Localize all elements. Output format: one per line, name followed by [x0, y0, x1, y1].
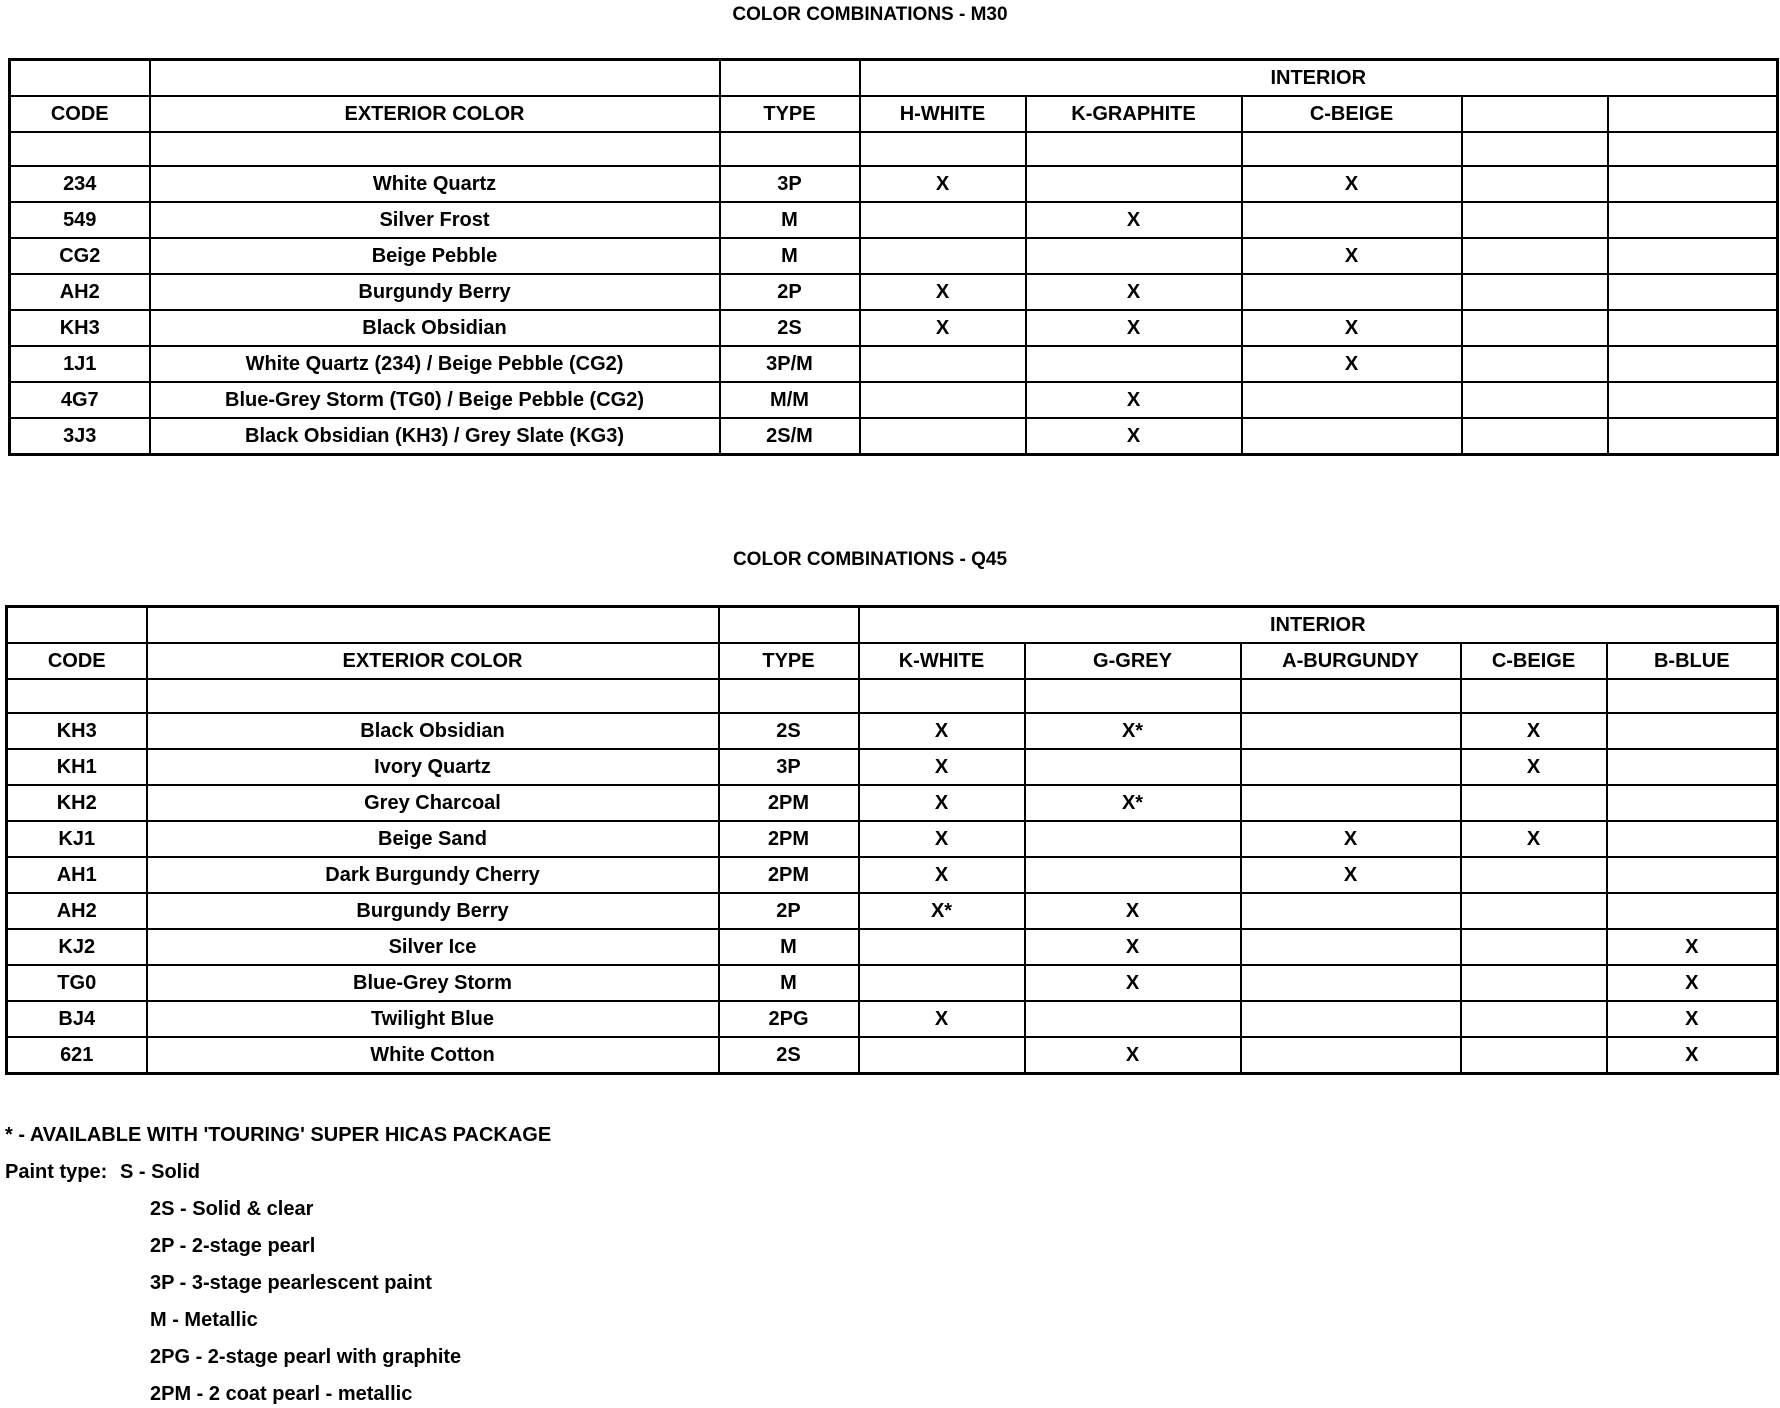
spacer-cell — [1241, 679, 1461, 713]
header-blank-cell — [147, 607, 719, 644]
code-header: CODE — [10, 96, 150, 132]
interior-availability-mark — [1462, 202, 1608, 238]
interior-availability-mark — [1461, 965, 1607, 1001]
interior-availability-mark: X — [859, 857, 1025, 893]
header-blank-cell — [7, 607, 147, 644]
interior-availability-mark: X* — [859, 893, 1025, 929]
table-row — [10, 346, 1778, 382]
table-row — [10, 310, 1778, 346]
table-row — [7, 965, 1778, 1001]
interior-availability-mark — [1462, 238, 1608, 274]
interior-availability-mark: X* — [1025, 713, 1241, 749]
interior-availability-mark: X — [1025, 893, 1241, 929]
interior-availability-mark — [1608, 202, 1778, 238]
interior-column-header — [1462, 96, 1608, 132]
interior-availability-mark — [1241, 1001, 1461, 1037]
table-row — [7, 821, 1778, 857]
interior-availability-mark — [1462, 310, 1608, 346]
paint-type-item: 2PG - 2-stage pearl with graphite — [150, 1346, 462, 1368]
interior-availability-mark: X — [859, 821, 1025, 857]
interior-availability-mark — [1608, 346, 1778, 382]
spacer-cell — [7, 679, 147, 713]
exterior-color-header: EXTERIOR COLOR — [147, 643, 719, 679]
spacer-cell — [1461, 679, 1607, 713]
interior-availability-mark — [1607, 857, 1778, 893]
paint-type: 2PM — [719, 785, 859, 821]
interior-availability-mark — [1462, 418, 1608, 455]
header-row-top — [10, 60, 1778, 97]
interior-availability-mark: X — [1241, 821, 1461, 857]
interior-availability-mark — [1607, 749, 1778, 785]
paint-type: 3P — [720, 166, 860, 202]
header-spacer-row — [10, 132, 1778, 166]
interior-availability-mark — [1241, 929, 1461, 965]
interior-availability-mark: X — [859, 713, 1025, 749]
interior-availability-mark: X — [1242, 346, 1462, 382]
paint-type: 2PG — [719, 1001, 859, 1037]
table-row — [7, 713, 1778, 749]
interior-availability-mark — [1461, 857, 1607, 893]
exterior-color: Silver Frost — [150, 202, 720, 238]
interior-header: INTERIOR — [859, 607, 1778, 644]
interior-availability-mark — [1608, 238, 1778, 274]
exterior-color: White Cotton — [147, 1037, 719, 1074]
interior-availability-mark: X — [1025, 965, 1241, 1001]
color-code: BJ4 — [7, 1001, 147, 1037]
paint-type: 2S/M — [720, 418, 860, 455]
interior-availability-mark: X — [860, 310, 1026, 346]
title-m30: COLOR COMBINATIONS - M30 — [732, 4, 1008, 25]
paint-type: 3P/M — [720, 346, 860, 382]
title-q45: COLOR COMBINATIONS - Q45 — [732, 549, 1008, 570]
interior-availability-mark — [1462, 166, 1608, 202]
color-code: 549 — [10, 202, 150, 238]
interior-availability-mark: X — [1025, 1037, 1241, 1074]
interior-availability-mark: X — [1242, 238, 1462, 274]
exterior-color: White Quartz — [150, 166, 720, 202]
paint-type: 2S — [720, 310, 860, 346]
interior-availability-mark — [1241, 1037, 1461, 1074]
table-row — [7, 749, 1778, 785]
exterior-color: Beige Sand — [147, 821, 719, 857]
table-row — [7, 893, 1778, 929]
interior-column-header: H-WHITE — [860, 96, 1026, 132]
code-header: CODE — [7, 643, 147, 679]
header-row-columns — [7, 643, 1778, 679]
interior-availability-mark — [1607, 893, 1778, 929]
interior-availability-mark: X — [1026, 274, 1242, 310]
exterior-color-header: EXTERIOR COLOR — [150, 96, 720, 132]
interior-availability-mark — [1242, 274, 1462, 310]
table-row — [10, 418, 1778, 455]
paint-type: 2S — [719, 713, 859, 749]
interior-availability-mark: X — [1026, 418, 1242, 455]
interior-availability-mark — [1242, 418, 1462, 455]
table-row — [7, 1001, 1778, 1037]
interior-column-header: C-BEIGE — [1242, 96, 1462, 132]
color-code: KH2 — [7, 785, 147, 821]
interior-availability-mark — [1242, 202, 1462, 238]
exterior-color: Silver Ice — [147, 929, 719, 965]
paint-type: M — [720, 238, 860, 274]
spacer-cell — [860, 132, 1026, 166]
color-code: KJ2 — [7, 929, 147, 965]
interior-availability-mark — [1462, 382, 1608, 418]
interior-column-header: G-GREY — [1025, 643, 1241, 679]
paint-type-label: Paint type: — [5, 1161, 108, 1183]
type-header: TYPE — [720, 96, 860, 132]
color-code: CG2 — [10, 238, 150, 274]
interior-availability-mark — [1462, 346, 1608, 382]
spacer-cell — [720, 132, 860, 166]
interior-availability-mark — [1242, 382, 1462, 418]
exterior-color: Twilight Blue — [147, 1001, 719, 1037]
paint-type: M/M — [720, 382, 860, 418]
paint-type: 2S — [719, 1037, 859, 1074]
interior-availability-mark — [1608, 274, 1778, 310]
spacer-cell — [859, 679, 1025, 713]
interior-availability-mark — [1608, 166, 1778, 202]
interior-availability-mark: X — [1242, 310, 1462, 346]
interior-column-header — [1608, 96, 1778, 132]
exterior-color: Blue-Grey Storm — [147, 965, 719, 1001]
table-row — [10, 202, 1778, 238]
interior-availability-mark — [859, 929, 1025, 965]
table-row — [7, 785, 1778, 821]
color-code: KH3 — [7, 713, 147, 749]
spacer-cell — [10, 132, 150, 166]
interior-availability-mark — [860, 202, 1026, 238]
interior-availability-mark — [1025, 749, 1241, 785]
header-row-columns — [10, 96, 1778, 132]
color-code: KH3 — [10, 310, 150, 346]
paint-type: 3P — [719, 749, 859, 785]
interior-availability-mark: X — [1242, 166, 1462, 202]
interior-availability-mark: X — [860, 166, 1026, 202]
header-blank-cell — [10, 60, 150, 97]
spacer-cell — [719, 679, 859, 713]
interior-availability-mark — [1461, 1037, 1607, 1074]
interior-column-header: B-BLUE — [1607, 643, 1778, 679]
spacer-cell — [1462, 132, 1608, 166]
interior-availability-mark: X — [859, 749, 1025, 785]
color-code: 4G7 — [10, 382, 150, 418]
paint-type-item: 2PM - 2 coat pearl - metallic — [150, 1383, 413, 1405]
interior-availability-mark: X — [859, 1001, 1025, 1037]
interior-availability-mark — [1607, 785, 1778, 821]
interior-availability-mark — [860, 382, 1026, 418]
table-q45 — [5, 605, 1779, 1075]
interior-availability-mark — [1608, 418, 1778, 455]
interior-availability-mark — [1241, 713, 1461, 749]
interior-availability-mark: X — [1607, 965, 1778, 1001]
interior-availability-mark: X — [859, 785, 1025, 821]
paint-type: 2P — [720, 274, 860, 310]
type-header: TYPE — [719, 643, 859, 679]
spacer-cell — [1607, 679, 1778, 713]
exterior-color: Burgundy Berry — [150, 274, 720, 310]
spacer-cell — [1025, 679, 1241, 713]
table-row — [7, 929, 1778, 965]
exterior-color: Black Obsidian (KH3) / Grey Slate (KG3) — [150, 418, 720, 455]
interior-availability-mark: X — [1607, 1001, 1778, 1037]
color-code: KJ1 — [7, 821, 147, 857]
spacer-cell — [1242, 132, 1462, 166]
interior-availability-mark: X — [860, 274, 1026, 310]
paint-type-item: 3P - 3-stage pearlescent paint — [150, 1272, 432, 1294]
interior-availability-mark — [1461, 929, 1607, 965]
table-row — [10, 238, 1778, 274]
spacer-cell — [1026, 132, 1242, 166]
interior-availability-mark — [1462, 274, 1608, 310]
interior-availability-mark — [1608, 310, 1778, 346]
exterior-color: Burgundy Berry — [147, 893, 719, 929]
footnote: * - AVAILABLE WITH 'TOURING' SUPER HICAS PACKAGE — [5, 1124, 552, 1146]
interior-availability-mark — [1025, 1001, 1241, 1037]
table-row — [7, 857, 1778, 893]
paint-type: 2PM — [719, 821, 859, 857]
interior-header: INTERIOR — [860, 60, 1778, 97]
spacer-cell — [147, 679, 719, 713]
interior-availability-mark: X — [1461, 821, 1607, 857]
exterior-color: Black Obsidian — [150, 310, 720, 346]
table-m30 — [8, 58, 1779, 456]
interior-availability-mark — [1026, 346, 1242, 382]
spacer-cell — [150, 132, 720, 166]
exterior-color: Ivory Quartz — [147, 749, 719, 785]
interior-column-header: C-BEIGE — [1461, 643, 1607, 679]
interior-availability-mark — [860, 238, 1026, 274]
table-row — [10, 274, 1778, 310]
paint-type-item: M - Metallic — [150, 1309, 258, 1331]
header-row-top — [7, 607, 1778, 644]
interior-availability-mark — [1026, 166, 1242, 202]
interior-column-header: K-GRAPHITE — [1026, 96, 1242, 132]
interior-column-header: K-WHITE — [859, 643, 1025, 679]
header-spacer-row — [7, 679, 1778, 713]
paint-type: 2P — [719, 893, 859, 929]
interior-availability-mark: X — [1026, 310, 1242, 346]
header-blank-cell — [719, 607, 859, 644]
interior-availability-mark: X — [1241, 857, 1461, 893]
paint-type-item: 2P - 2-stage pearl — [150, 1235, 316, 1257]
exterior-color: Dark Burgundy Cherry — [147, 857, 719, 893]
interior-availability-mark: X — [1461, 749, 1607, 785]
interior-availability-mark: X — [1461, 713, 1607, 749]
interior-availability-mark — [1241, 893, 1461, 929]
interior-availability-mark — [1461, 785, 1607, 821]
color-code: 1J1 — [10, 346, 150, 382]
paint-type: 2PM — [719, 857, 859, 893]
interior-availability-mark — [860, 346, 1026, 382]
paint-type-item: S - Solid — [120, 1161, 200, 1183]
color-code: 621 — [7, 1037, 147, 1074]
exterior-color: Blue-Grey Storm (TG0) / Beige Pebble (CG2) — [150, 382, 720, 418]
paint-type: M — [720, 202, 860, 238]
table-row — [7, 1037, 1778, 1074]
interior-availability-mark — [1026, 238, 1242, 274]
interior-availability-mark — [1241, 749, 1461, 785]
header-blank-cell — [720, 60, 860, 97]
interior-availability-mark: X — [1607, 1037, 1778, 1074]
color-code: AH2 — [7, 893, 147, 929]
interior-availability-mark: X — [1026, 382, 1242, 418]
exterior-color: White Quartz (234) / Beige Pebble (CG2) — [150, 346, 720, 382]
exterior-color: Grey Charcoal — [147, 785, 719, 821]
exterior-color: Black Obsidian — [147, 713, 719, 749]
interior-availability-mark: X — [1026, 202, 1242, 238]
interior-availability-mark — [1608, 382, 1778, 418]
paint-type: M — [719, 929, 859, 965]
header-blank-cell — [150, 60, 720, 97]
interior-availability-mark — [860, 418, 1026, 455]
table-row — [10, 166, 1778, 202]
interior-availability-mark — [1241, 785, 1461, 821]
interior-availability-mark — [859, 965, 1025, 1001]
color-code: AH2 — [10, 274, 150, 310]
color-code: KH1 — [7, 749, 147, 785]
exterior-color: Beige Pebble — [150, 238, 720, 274]
interior-availability-mark — [1025, 857, 1241, 893]
table-row — [10, 382, 1778, 418]
interior-availability-mark — [1241, 965, 1461, 1001]
color-code: 234 — [10, 166, 150, 202]
paint-type: M — [719, 965, 859, 1001]
interior-availability-mark — [1461, 893, 1607, 929]
interior-availability-mark: X — [1025, 929, 1241, 965]
interior-availability-mark: X — [1607, 929, 1778, 965]
color-code: AH1 — [7, 857, 147, 893]
interior-availability-mark — [1025, 821, 1241, 857]
interior-availability-mark — [859, 1037, 1025, 1074]
interior-column-header: A-BURGUNDY — [1241, 643, 1461, 679]
color-code: TG0 — [7, 965, 147, 1001]
color-code: 3J3 — [10, 418, 150, 455]
interior-availability-mark — [1607, 713, 1778, 749]
interior-availability-mark — [1607, 821, 1778, 857]
spacer-cell — [1608, 132, 1778, 166]
interior-availability-mark: X* — [1025, 785, 1241, 821]
interior-availability-mark — [1461, 1001, 1607, 1037]
paint-type-item: 2S - Solid & clear — [150, 1198, 314, 1220]
